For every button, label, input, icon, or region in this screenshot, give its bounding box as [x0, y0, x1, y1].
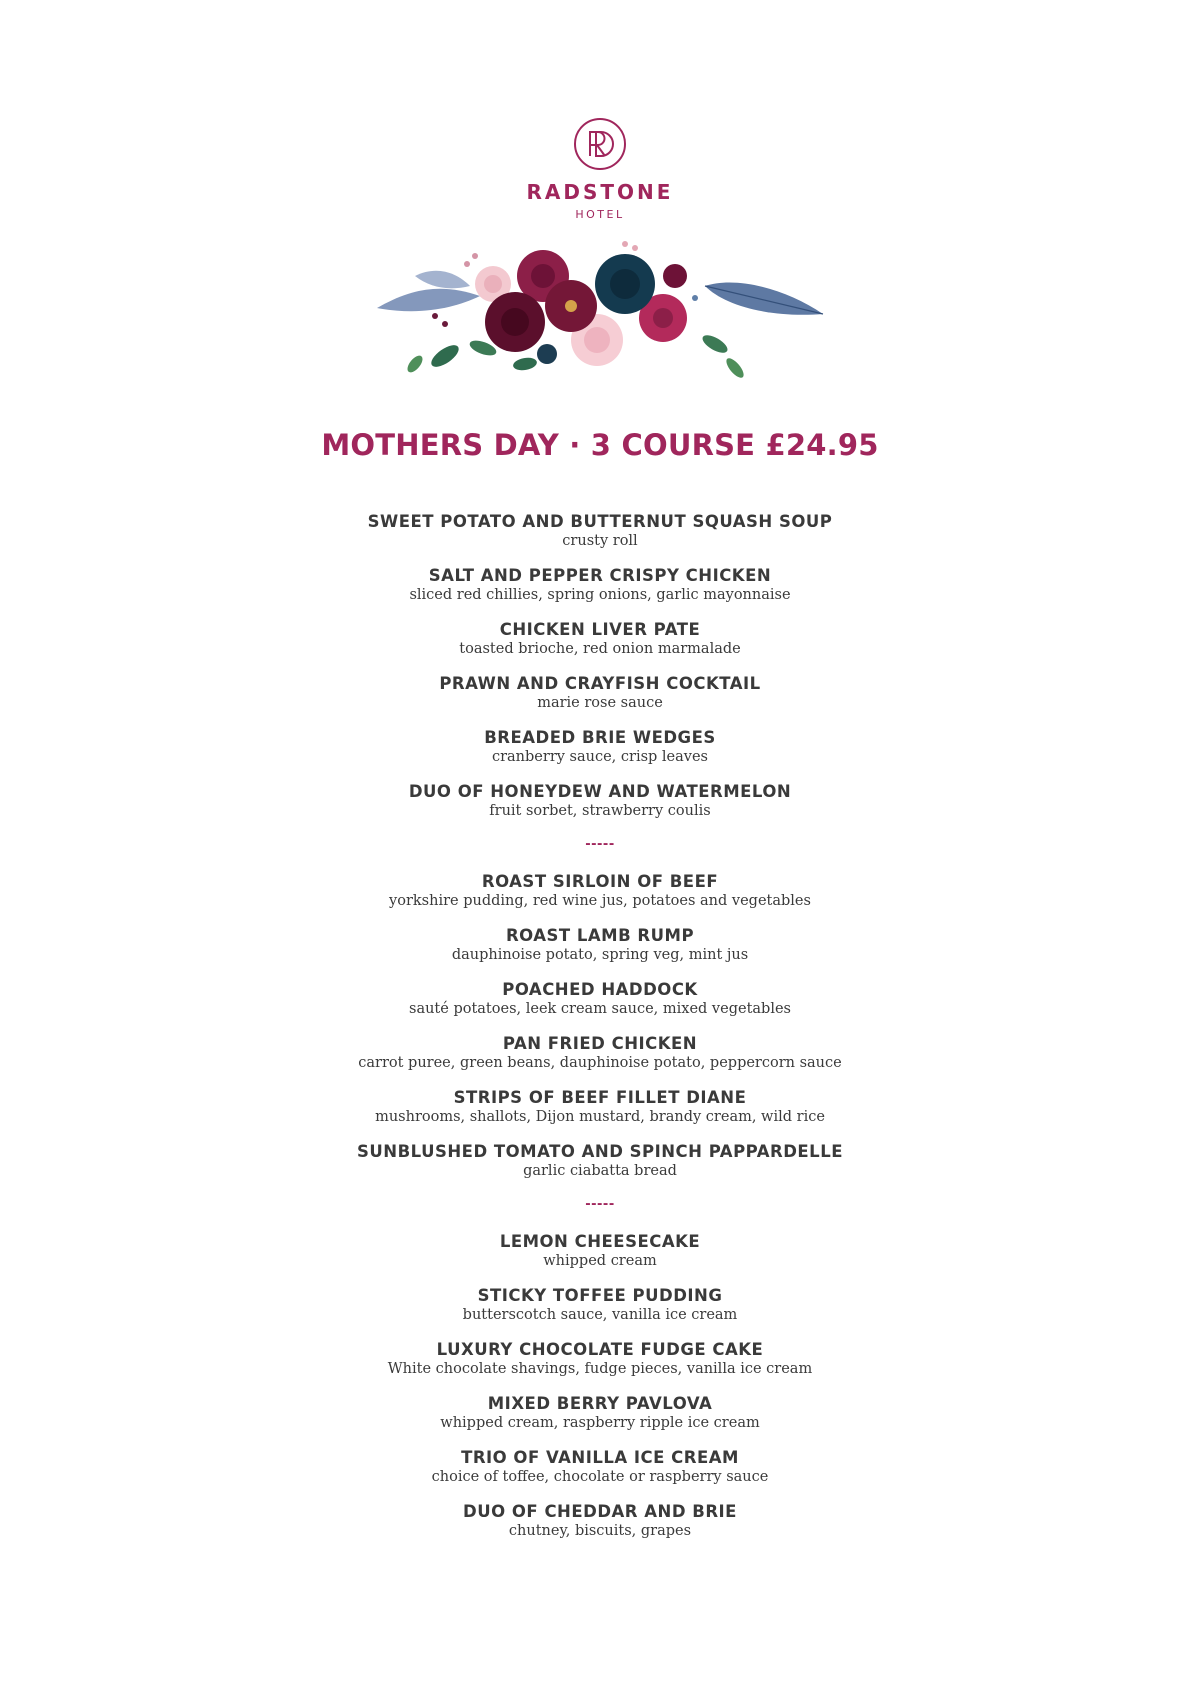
menu-item	[0, 1286, 1200, 1340]
menu-item-description: cranberry sauce, crisp leaves	[491, 749, 708, 765]
menu-item	[0, 1232, 1200, 1286]
menu-list	[0, 512, 1200, 1556]
menu-item-name: PRAWN AND CRAYFISH COCKTAIL	[439, 674, 761, 693]
menu-item-description: carrot puree, green beans, dauphinoise potato, peppercorn sauce	[358, 1055, 842, 1071]
menu-item-name: ROAST SIRLOIN OF BEEF	[481, 872, 719, 891]
menu-item-description: yorkshire pudding, red wine jus, potatoes and vegetables	[389, 893, 811, 909]
menu-item-name: LEMON CHEESECAKE	[499, 1232, 701, 1251]
menu-item-name: STRIPS OF BEEF FILLET DIANE	[453, 1088, 747, 1107]
menu-item-name: SUNBLUSHED TOMATO AND SPINCH PAPPARDELLE	[357, 1142, 843, 1161]
course-desserts	[0, 1232, 1200, 1556]
menu-item-name: PAN FRIED CHICKEN	[502, 1034, 698, 1053]
menu-item	[0, 1034, 1200, 1088]
brand-subtitle: HOTEL	[575, 208, 625, 221]
course-divider: -----	[585, 1197, 615, 1212]
menu-item-description: dauphinoise potato, spring veg, mint jus	[451, 947, 749, 963]
menu-item-name: MIXED BERRY PAVLOVA	[487, 1394, 713, 1413]
menu-item-name: SWEET POTATO AND BUTTERNUT SQUASH SOUP	[367, 512, 833, 531]
menu-item-name: TRIO OF VANILLA ICE CREAM	[461, 1448, 739, 1467]
menu-item	[0, 980, 1200, 1034]
menu-item-description: toasted brioche, red onion marmalade	[459, 641, 741, 657]
menu-item-name: POACHED HADDOCK	[502, 980, 698, 999]
menu-item	[0, 1394, 1200, 1448]
menu-item-name: DUO OF HONEYDEW AND WATERMELON	[408, 782, 792, 801]
menu-item-description: butterscotch sauce, vanilla ice cream	[462, 1307, 738, 1323]
menu-item-name: LUXURY CHOCOLATE FUDGE CAKE	[436, 1340, 764, 1359]
menu-item	[0, 782, 1200, 836]
menu-item	[0, 872, 1200, 926]
menu-item	[0, 512, 1200, 566]
course-mains	[0, 872, 1200, 1196]
menu-item-description: marie rose sauce	[537, 695, 663, 711]
course-divider: -----	[585, 837, 615, 852]
rd-monogram-icon	[572, 116, 628, 172]
menu-item-description: mushrooms, shallots, Dijon mustard, brandy cream, wild rice	[375, 1109, 825, 1125]
menu-item-description: garlic ciabatta bread	[523, 1163, 677, 1179]
menu-item-description: whipped cream	[543, 1253, 657, 1269]
menu-item-description: fruit sorbet, strawberry coulis	[489, 803, 711, 819]
menu-item	[0, 566, 1200, 620]
menu-item	[0, 1502, 1200, 1556]
menu-item	[0, 620, 1200, 674]
menu-item-description: crusty roll	[562, 533, 638, 549]
menu-item	[0, 728, 1200, 782]
menu-item-name: BREADED BRIE WEDGES	[484, 728, 716, 747]
menu-item	[0, 1448, 1200, 1502]
menu-item	[0, 1142, 1200, 1196]
page-title: MOTHERS DAY · 3 COURSE £24.95	[321, 428, 879, 462]
menu-item-name: SALT AND PEPPER CRISPY CHICKEN	[428, 566, 772, 585]
menu-item	[0, 926, 1200, 980]
brand-name: RADSTONE	[526, 180, 674, 204]
menu-item	[0, 674, 1200, 728]
menu-item-description: whipped cream, raspberry ripple ice cream	[440, 1415, 760, 1431]
menu-item-description: sauté potatoes, leek cream sauce, mixed vegetables	[409, 1001, 791, 1017]
menu-item-name: ROAST LAMB RUMP	[505, 926, 695, 945]
menu-item-description: choice of toffee, chocolate or raspberry sauce	[431, 1469, 769, 1485]
menu-item-description: sliced red chillies, spring onions, garlic mayonnaise	[409, 587, 791, 603]
menu-item	[0, 1088, 1200, 1142]
menu-item-name: DUO OF CHEDDAR AND BRIE	[463, 1502, 737, 1521]
menu-item	[0, 1340, 1200, 1394]
menu-item-description: White chocolate shavings, fudge pieces, vanilla ice cream	[387, 1361, 813, 1377]
hotel-logo	[0, 116, 1200, 221]
course-starters	[0, 512, 1200, 836]
floral-decoration-icon	[375, 236, 825, 396]
menu-item-name: CHICKEN LIVER PATE	[499, 620, 701, 639]
menu-item-name: STICKY TOFFEE PUDDING	[477, 1286, 723, 1305]
menu-item-description: chutney, biscuits, grapes	[508, 1523, 692, 1539]
